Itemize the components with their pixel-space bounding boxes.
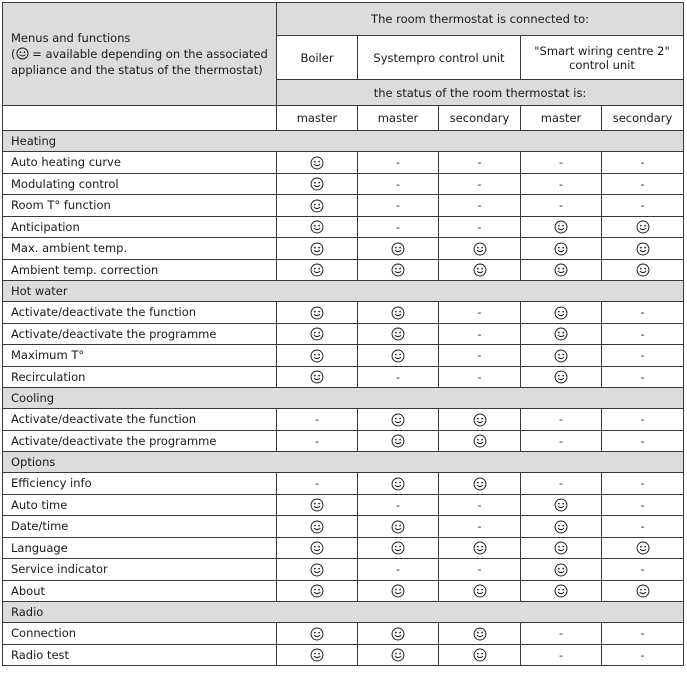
not-available-dash: - — [396, 199, 400, 213]
table-row — [3, 366, 684, 388]
function-label: Auto heating curve — [3, 152, 277, 174]
smiley-icon — [16, 47, 29, 60]
availability-cell — [439, 259, 521, 281]
availability-cell — [521, 195, 602, 217]
not-available-dash: - — [396, 177, 400, 191]
availability-cell — [358, 516, 439, 538]
not-available-dash: - — [640, 563, 645, 577]
availability-cell — [439, 302, 521, 324]
availability-cell — [439, 409, 521, 431]
smiley-icon — [554, 370, 568, 384]
availability-cell — [277, 238, 358, 260]
availability-cell — [521, 537, 602, 559]
menus-functions-header — [3, 3, 277, 106]
not-available-dash: - — [315, 434, 319, 448]
not-available-dash: - — [396, 220, 400, 234]
connected-to-header: The room thermostat is connected to: — [277, 3, 684, 36]
availability-cell — [358, 152, 439, 174]
smiley-icon — [636, 541, 650, 555]
smiley-icon — [391, 306, 405, 320]
not-available-dash: - — [640, 306, 645, 320]
availability-cell — [521, 580, 602, 602]
function-label: Date/time — [3, 516, 277, 538]
smiley-icon — [391, 584, 405, 598]
smiley-icon — [554, 349, 568, 363]
availability-cell — [521, 238, 602, 260]
section-title: Heating — [3, 131, 684, 152]
availability-cell — [358, 644, 439, 666]
function-label: Efficiency info — [3, 473, 277, 495]
not-available-dash: - — [640, 648, 645, 662]
availability-cell — [277, 302, 358, 324]
availability-cell — [439, 516, 521, 538]
availability-cell — [277, 430, 358, 452]
smiley-icon — [554, 563, 568, 577]
systempro-header: Systempro control unit — [358, 36, 521, 80]
smiley-icon — [554, 306, 568, 320]
availability-cell — [439, 345, 521, 367]
function-label: Radio test — [3, 644, 277, 666]
availability-cell — [602, 323, 684, 345]
section-title: Cooling — [3, 388, 684, 409]
availability-cell — [521, 259, 602, 281]
not-available-dash: - — [477, 563, 482, 577]
function-label: Auto time — [3, 494, 277, 516]
availability-cell — [439, 623, 521, 645]
table-row — [3, 345, 684, 367]
function-label: About — [3, 580, 277, 602]
label-column-spacer — [3, 106, 277, 131]
smiley-icon — [391, 413, 405, 427]
not-available-dash: - — [640, 199, 645, 213]
smiley-icon — [391, 242, 405, 256]
smiley-icon — [554, 327, 568, 341]
availability-cell — [358, 173, 439, 195]
not-available-dash: - — [640, 520, 645, 534]
smiley-icon — [310, 627, 324, 641]
not-available-dash: - — [559, 434, 563, 448]
availability-cell — [439, 494, 521, 516]
availability-cell — [439, 238, 521, 260]
status-header: the status of the room thermostat is: — [277, 80, 684, 106]
availability-cell — [358, 580, 439, 602]
availability-cell — [521, 302, 602, 324]
smiley-icon — [391, 349, 405, 363]
thermostat-functions-table — [2, 2, 684, 666]
function-label: Recirculation — [3, 366, 277, 388]
section-row — [3, 452, 684, 473]
table-row — [3, 195, 684, 217]
availability-cell — [277, 580, 358, 602]
not-available-dash: - — [477, 327, 482, 341]
table-row — [3, 623, 684, 645]
availability-cell — [439, 173, 521, 195]
smiley-icon — [310, 563, 324, 577]
availability-cell — [277, 516, 358, 538]
availability-cell — [521, 152, 602, 174]
not-available-dash: - — [477, 370, 482, 384]
availability-cell — [358, 537, 439, 559]
not-available-dash: - — [396, 563, 400, 577]
availability-cell — [439, 366, 521, 388]
not-available-dash: - — [640, 477, 645, 491]
availability-cell — [277, 173, 358, 195]
not-available-dash: - — [477, 306, 482, 320]
status-col-smart-master: master — [521, 106, 602, 131]
smiley-icon — [636, 584, 650, 598]
not-available-dash: - — [396, 498, 400, 512]
availability-cell — [602, 559, 684, 581]
availability-cell — [439, 559, 521, 581]
not-available-dash: - — [559, 413, 563, 427]
table-row — [3, 238, 684, 260]
smiley-icon — [473, 584, 487, 598]
availability-cell — [602, 516, 684, 538]
smiley-icon — [554, 220, 568, 234]
smiley-icon — [310, 648, 324, 662]
not-available-dash: - — [640, 498, 645, 512]
smiley-icon — [391, 541, 405, 555]
function-label: Modulating control — [3, 173, 277, 195]
availability-cell — [277, 494, 358, 516]
smiley-icon — [391, 263, 405, 277]
table-body — [3, 131, 684, 666]
availability-cell — [521, 623, 602, 645]
not-available-dash: - — [559, 627, 563, 641]
not-available-dash: - — [396, 156, 400, 170]
smiley-icon — [391, 520, 405, 534]
smiley-icon — [473, 648, 487, 662]
availability-cell — [439, 537, 521, 559]
smiley-icon — [473, 477, 487, 491]
availability-cell — [602, 409, 684, 431]
availability-cell — [602, 216, 684, 238]
not-available-dash: - — [477, 199, 482, 213]
availability-cell — [277, 623, 358, 645]
table-row — [3, 430, 684, 452]
smiley-icon — [310, 520, 324, 534]
smiley-icon — [310, 541, 324, 555]
availability-cell — [521, 345, 602, 367]
not-available-dash: - — [640, 434, 645, 448]
table-row — [3, 216, 684, 238]
smiley-icon — [310, 199, 324, 213]
not-available-dash: - — [477, 349, 482, 363]
availability-cell — [358, 195, 439, 217]
availability-cell — [521, 473, 602, 495]
menus-title: Menus and functions — [11, 31, 131, 45]
not-available-dash: - — [640, 413, 645, 427]
availability-cell — [358, 238, 439, 260]
availability-cell — [521, 516, 602, 538]
not-available-dash: - — [396, 370, 400, 384]
availability-cell — [602, 580, 684, 602]
availability-cell — [602, 473, 684, 495]
availability-cell — [521, 494, 602, 516]
availability-cell — [602, 537, 684, 559]
not-available-dash: - — [640, 370, 645, 384]
smiley-icon — [473, 434, 487, 448]
smiley-icon — [554, 498, 568, 512]
not-available-dash: - — [559, 177, 563, 191]
smiley-icon — [473, 263, 487, 277]
status-col-smart-secondary: secondary — [602, 106, 684, 131]
availability-cell — [602, 259, 684, 281]
not-available-dash: - — [559, 477, 563, 491]
availability-cell — [521, 173, 602, 195]
legend-text: = available depending on the associated appliance and the status of the thermostat) — [11, 47, 268, 77]
smiley-icon — [391, 434, 405, 448]
availability-cell — [602, 644, 684, 666]
not-available-dash: - — [640, 627, 645, 641]
smiley-icon — [310, 306, 324, 320]
table-row — [3, 173, 684, 195]
not-available-dash: - — [559, 199, 563, 213]
status-col-systempro-master: master — [358, 106, 439, 131]
not-available-dash: - — [477, 156, 482, 170]
availability-cell — [602, 152, 684, 174]
smiley-icon — [554, 584, 568, 598]
smiley-icon — [310, 349, 324, 363]
availability-cell — [439, 323, 521, 345]
availability-cell — [521, 559, 602, 581]
smiley-icon — [310, 156, 324, 170]
availability-cell — [439, 152, 521, 174]
smiley-icon — [310, 498, 324, 512]
availability-cell — [277, 345, 358, 367]
function-label: Ambient temp. correction — [3, 259, 277, 281]
availability-cell — [277, 259, 358, 281]
availability-cell — [358, 345, 439, 367]
availability-cell — [521, 216, 602, 238]
table-row — [3, 559, 684, 581]
availability-cell — [277, 559, 358, 581]
availability-cell — [358, 623, 439, 645]
availability-cell — [277, 216, 358, 238]
availability-cell — [358, 430, 439, 452]
availability-cell — [439, 644, 521, 666]
smiley-icon — [310, 242, 324, 256]
table-row — [3, 152, 684, 174]
availability-cell — [602, 238, 684, 260]
not-available-dash: - — [477, 520, 482, 534]
not-available-dash: - — [559, 156, 563, 170]
table-row — [3, 302, 684, 324]
status-col-systempro-secondary: secondary — [439, 106, 521, 131]
smiley-icon — [636, 263, 650, 277]
function-label: Maximum T° — [3, 345, 277, 367]
table-row — [3, 537, 684, 559]
function-label: Activate/deactivate the programme — [3, 430, 277, 452]
not-available-dash: - — [315, 477, 319, 491]
availability-cell — [439, 430, 521, 452]
availability-cell — [602, 195, 684, 217]
function-label: Activate/deactivate the function — [3, 302, 277, 324]
availability-cell — [602, 430, 684, 452]
smiley-icon — [310, 584, 324, 598]
function-label: Service indicator — [3, 559, 277, 581]
availability-cell — [358, 366, 439, 388]
availability-cell — [602, 366, 684, 388]
availability-cell — [277, 537, 358, 559]
availability-cell — [439, 473, 521, 495]
smiley-icon — [636, 220, 650, 234]
availability-cell — [277, 323, 358, 345]
not-available-dash: - — [640, 327, 645, 341]
section-title: Radio — [3, 602, 684, 623]
availability-cell — [439, 216, 521, 238]
not-available-dash: - — [640, 177, 645, 191]
table-row — [3, 473, 684, 495]
not-available-dash: - — [477, 498, 482, 512]
not-available-dash: - — [315, 413, 319, 427]
function-label: Max. ambient temp. — [3, 238, 277, 260]
section-title: Hot water — [3, 281, 684, 302]
availability-cell — [277, 195, 358, 217]
table-row — [3, 580, 684, 602]
not-available-dash: - — [640, 349, 645, 363]
availability-cell — [358, 494, 439, 516]
legend-open: ( — [11, 47, 16, 61]
availability-cell — [602, 302, 684, 324]
availability-cell — [277, 473, 358, 495]
smiley-icon — [310, 370, 324, 384]
smiley-icon — [554, 263, 568, 277]
section-title: Options — [3, 452, 684, 473]
availability-cell — [358, 216, 439, 238]
function-label: Activate/deactivate the programme — [3, 323, 277, 345]
availability-cell — [602, 345, 684, 367]
availability-cell — [521, 409, 602, 431]
not-available-dash: - — [477, 220, 482, 234]
table-row — [3, 494, 684, 516]
not-available-dash: - — [640, 156, 645, 170]
not-available-dash: - — [477, 177, 482, 191]
availability-cell — [602, 623, 684, 645]
function-label: Language — [3, 537, 277, 559]
availability-cell — [358, 259, 439, 281]
table-row — [3, 516, 684, 538]
smiley-icon — [473, 242, 487, 256]
availability-cell — [439, 580, 521, 602]
availability-cell — [358, 302, 439, 324]
availability-cell — [439, 195, 521, 217]
availability-cell — [358, 473, 439, 495]
smiley-icon — [473, 413, 487, 427]
smiley-icon — [554, 520, 568, 534]
smiley-icon — [636, 242, 650, 256]
status-col-boiler-master: master — [277, 106, 358, 131]
availability-cell — [521, 366, 602, 388]
table-row — [3, 409, 684, 431]
availability-cell — [602, 173, 684, 195]
section-row — [3, 131, 684, 152]
not-available-dash: - — [559, 648, 563, 662]
function-label: Connection — [3, 623, 277, 645]
availability-cell — [358, 409, 439, 431]
table-row — [3, 259, 684, 281]
availability-cell — [277, 366, 358, 388]
availability-cell — [358, 323, 439, 345]
availability-cell — [277, 644, 358, 666]
smiley-icon — [310, 327, 324, 341]
table-row — [3, 644, 684, 666]
function-label: Room T° function — [3, 195, 277, 217]
function-label: Anticipation — [3, 216, 277, 238]
availability-cell — [277, 152, 358, 174]
section-row — [3, 602, 684, 623]
smiley-icon — [473, 627, 487, 641]
availability-cell — [602, 494, 684, 516]
availability-cell — [277, 409, 358, 431]
section-row — [3, 388, 684, 409]
availability-cell — [358, 559, 439, 581]
smiley-icon — [391, 648, 405, 662]
smiley-icon — [391, 627, 405, 641]
smiley-icon — [310, 263, 324, 277]
availability-cell — [521, 644, 602, 666]
smiley-icon — [473, 541, 487, 555]
smiley-icon — [554, 242, 568, 256]
table-row — [3, 323, 684, 345]
smiley-icon — [310, 177, 324, 191]
smart-wiring-header: "Smart wiring centre 2" control unit — [521, 36, 684, 80]
availability-cell — [521, 323, 602, 345]
smiley-icon — [554, 541, 568, 555]
smiley-icon — [310, 220, 324, 234]
function-label: Activate/deactivate the function — [3, 409, 277, 431]
availability-cell — [521, 430, 602, 452]
smiley-icon — [391, 477, 405, 491]
legend — [11, 46, 268, 78]
section-row — [3, 281, 684, 302]
smiley-icon — [391, 327, 405, 341]
boiler-header: Boiler — [277, 36, 358, 80]
